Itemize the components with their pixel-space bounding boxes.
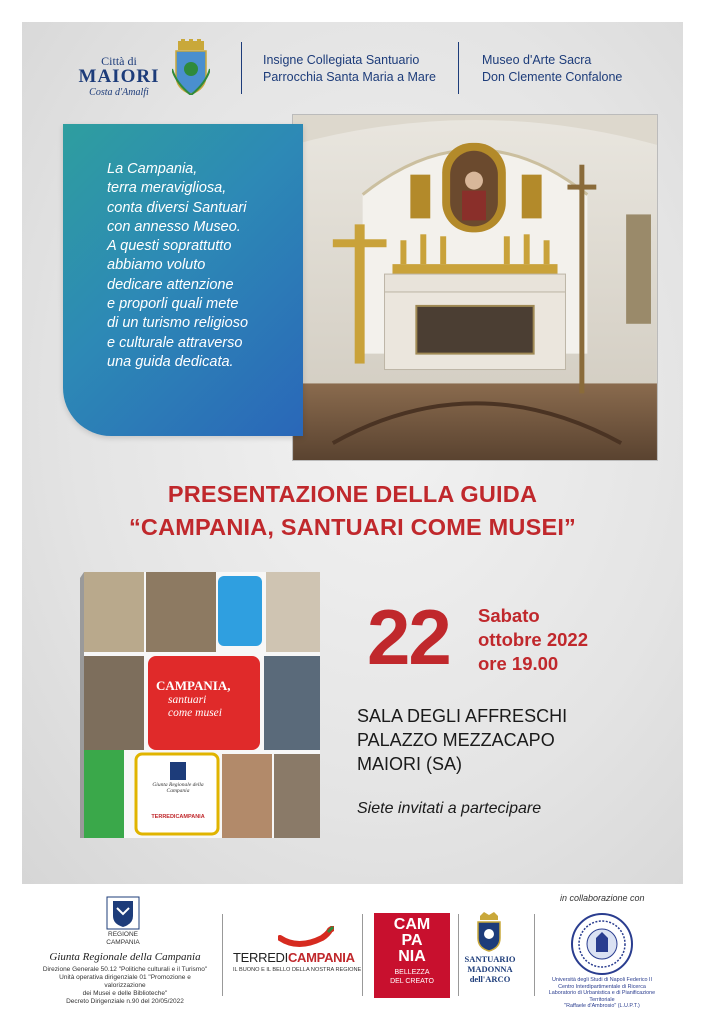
giunta-detail-line: Unità operativa dirigenziale 01 "Promozione e valorizzazione <box>59 974 191 989</box>
campania-tag-line: DEL CREATO <box>390 978 434 985</box>
university-line: "Raffaele d'Ambrosio" (L.U.P.T.) <box>564 1003 640 1010</box>
intro-line: e culturale attraverso <box>107 334 243 351</box>
giunta-detail-line: Decreto Dirigenziale n.90 del 20/05/2022 <box>66 998 184 1005</box>
poster <box>22 22 683 884</box>
santuario-line: SANTUARIO <box>464 954 516 964</box>
santuario-name <box>462 954 518 984</box>
brand-sub: Costa d'Amalfi <box>89 87 149 98</box>
venue-line: MAIORI (SA) <box>357 754 463 774</box>
campania-box-line: NIA <box>398 948 426 965</box>
intro-line: abbiamo voluto <box>107 257 206 274</box>
brand-name: MAIORI <box>78 66 160 87</box>
footer-divider <box>362 914 363 996</box>
book-card-brand: TERREDICAMPANIA <box>151 814 205 820</box>
museo-line: Museo d'Arte Sacra <box>482 53 592 67</box>
book-cover-title: CAMPANIA, <box>156 678 231 693</box>
intro-line: dedicare attenzione <box>107 276 234 293</box>
university-seal-icon <box>570 912 634 976</box>
intro-line: con annesso Museo. <box>107 218 241 235</box>
intro-line: terra meravigliosa, <box>107 180 227 197</box>
intro-panel <box>63 124 303 436</box>
maiori-brand <box>74 55 164 99</box>
brand-pre: Città di <box>101 54 137 68</box>
book-card-text: Giunta Regionale della Campania <box>152 782 204 794</box>
chapel-photo <box>292 114 658 461</box>
santuario-line: dell'ARCO <box>469 974 511 984</box>
chili-pepper-icon <box>278 926 334 948</box>
book-cover-subtitle-line: come musei <box>168 707 222 719</box>
venue-line: SALA DEGLI AFFRESCHI <box>357 706 568 726</box>
giunta-details <box>40 966 210 1006</box>
footer-divider <box>222 914 223 996</box>
regione-emblem-icon <box>106 896 140 930</box>
campania-box-line: PA <box>401 932 423 949</box>
university-line: Laboratorio di Urbanistica e di Pianificazione Territoriale <box>548 990 656 1003</box>
university-text <box>546 977 658 1010</box>
giunta-detail-line: dei Musei e delle Biblioteche" <box>82 990 168 997</box>
book-cover-subtitle-line: santuari <box>168 694 207 706</box>
campania-box-line: CAM <box>393 916 431 933</box>
book-cover-subtitle <box>168 694 258 720</box>
footer-divider <box>458 914 459 996</box>
intro-line: e proporli quali mete <box>107 296 239 313</box>
university-line: Università degli Studi di Napoli Federico II <box>551 977 653 983</box>
intro-line: di un turismo religioso <box>107 315 249 332</box>
intro-line: conta diversi Santuari <box>107 199 247 216</box>
guide-book <box>76 570 322 838</box>
terre-logo <box>233 950 355 965</box>
museo-line: Don Clemente Confalone <box>482 70 623 84</box>
header-divider <box>458 42 459 94</box>
santuario-crest-icon <box>474 912 504 952</box>
campania-tag-line: BELLEZZA <box>394 969 430 976</box>
terre-logo-b: CAMPANIA <box>287 950 355 965</box>
collegiata-text <box>263 52 436 86</box>
museo-text <box>482 52 622 86</box>
intro-line: A questi soprattutto <box>107 238 232 255</box>
event-weekday: Sabato <box>478 605 540 626</box>
university-line: Centro Interdipartimentale di Ricerca <box>558 983 646 990</box>
event-day: 22 <box>367 593 450 681</box>
event-title-line: “CAMPANIA, SANTUARI COME MUSEI” <box>128 514 577 540</box>
event-time: ore 19.00 <box>478 653 559 674</box>
giunta-detail-line: Direzione Generale 50.12 "Politiche culturali e il Turismo" <box>42 966 208 973</box>
invite-text: Siete invitati a partecipare <box>357 800 542 817</box>
collegiata-line: Insigne Collegiata Santuario <box>263 53 420 67</box>
maiori-crest-icon <box>172 39 210 95</box>
footer-divider <box>534 914 535 996</box>
terre-logo-a: TERREDI <box>233 950 288 965</box>
collab-label: in collaborazione con <box>560 893 645 903</box>
venue-line: PALAZZO MEZZACAPO <box>357 730 555 750</box>
giunta-name: Giunta Regionale della Campania <box>49 951 201 963</box>
intro-line: una guida dedicata. <box>107 353 234 370</box>
event-month: ottobre 2022 <box>478 629 589 650</box>
event-title-line: PRESENTAZIONE DELLA GUIDA <box>167 481 538 507</box>
collegiata-line: Parrocchia Santa Maria a Mare <box>263 70 436 84</box>
santuario-line: MADONNA <box>467 964 513 974</box>
intro-line: La Campania, <box>107 161 198 177</box>
campania-bellezza-logo <box>374 913 450 998</box>
regione-badge: REGIONE CAMPANIA <box>106 931 140 946</box>
header-divider <box>241 42 242 94</box>
terre-tagline: IL BUONO E IL BELLO DELLA NOSTRA REGIONE <box>233 967 362 973</box>
